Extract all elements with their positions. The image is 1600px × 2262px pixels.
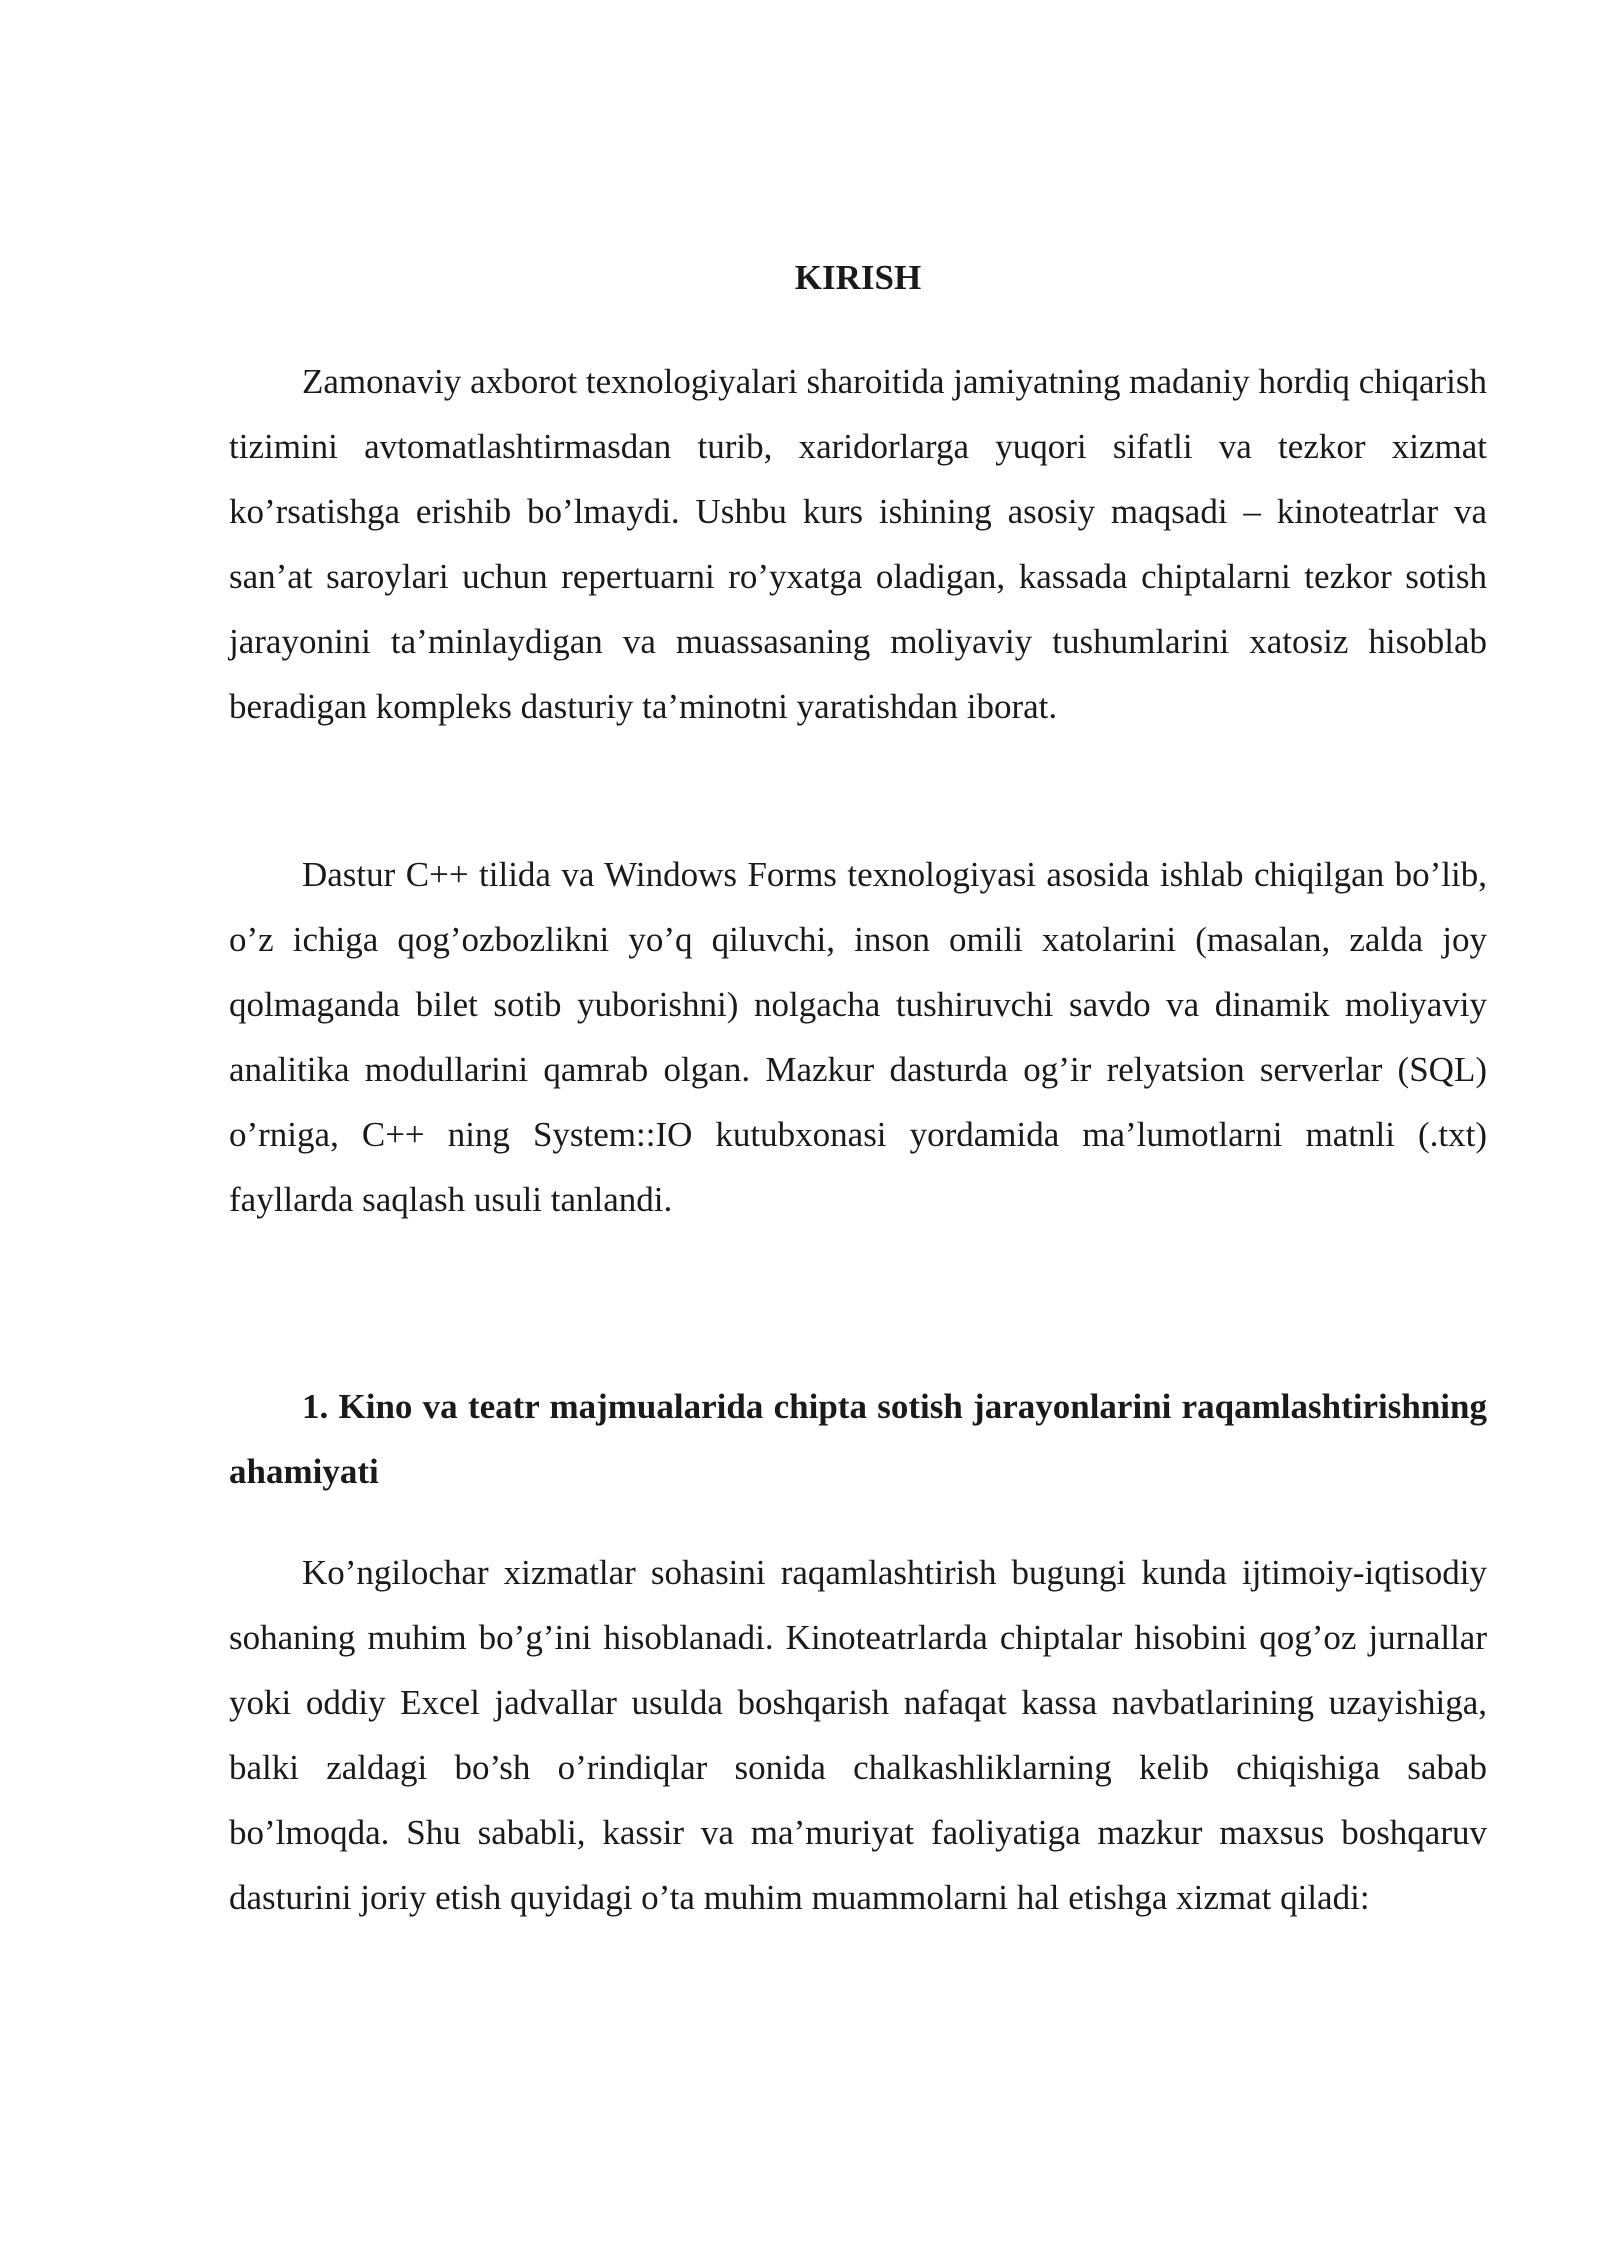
section-1-paragraph-1: Ko’ngilochar xizmatlar sohasini raqamlashtirish bugungi kunda ijtimoiy-iqtisodiy sohaning muhim bo’g’ini hisoblanadi. Kinoteatrlarda chiptalar hisobini qog’oz jurnallar yoki oddiy Excel jadvallar usulda boshqarish nafaqat kassa navbatlarining uzayishiga, balki zaldagi bo’sh o’rindiqlar sonida chalkashliklarning kelib chiqishiga sabab bo’lmoqda. Shu sababli, kassir va ma’muriyat faoliyatiga mazkur maxsus boshqaruv dasturini joriy etish quyidagi o’ta muhim muammolarni hal etishga xizmat qiladi: <box>229 1553 1487 1917</box>
intro-paragraph-1: Zamonaviy axborot texnologiyalari sharoitida jamiyatning madaniy hordiq chiqarish tizimini avtomatlashtirmasdan turib, xaridorlarga yuqori sifatli va tezkor xizmat ko’rsatishga erishib bo’lmaydi. Ushbu kurs ishining asosiy maqsadi – kinoteatrlar va san’at saroylari uchun repertuarni ro’yxatga oladigan, kassada chiptalarni tezkor sotish jarayonini ta’minlaydigan va muassasaning moliyaviy tushumlarini xatosiz hisoblab beradigan kompleks dasturiy ta’minotni yaratishdan iborat. <box>229 362 1487 726</box>
intro-paragraph-2: Dastur C++ tilida va Windows Forms texnologiyasi asosida ishlab chiqilgan bo’lib, o’z ichiga qog’ozbozlikni yo’q qiluvchi, inson omili xatolarini (masalan, zalda joy qolmaganda bilet sotib yuborishni) nolgacha tushiruvchi savdo va dinamik moliyaviy analitika modullarini qamrab olgan. Mazkur dasturda og’ir relyatsion serverlar (SQL) o’rniga, C++ ning System::IO kutubxonasi yordamida ma’lumotlarni matnli (.txt) fayllarda saqlash usuli tanlandi. <box>229 855 1487 1219</box>
intro-heading: KIRISH <box>794 258 922 297</box>
section-1-title: 1. Kino va teatr majmualarida chipta sotish jarayonlarini raqamlashtirishning ahamiyati <box>229 1387 1487 1491</box>
